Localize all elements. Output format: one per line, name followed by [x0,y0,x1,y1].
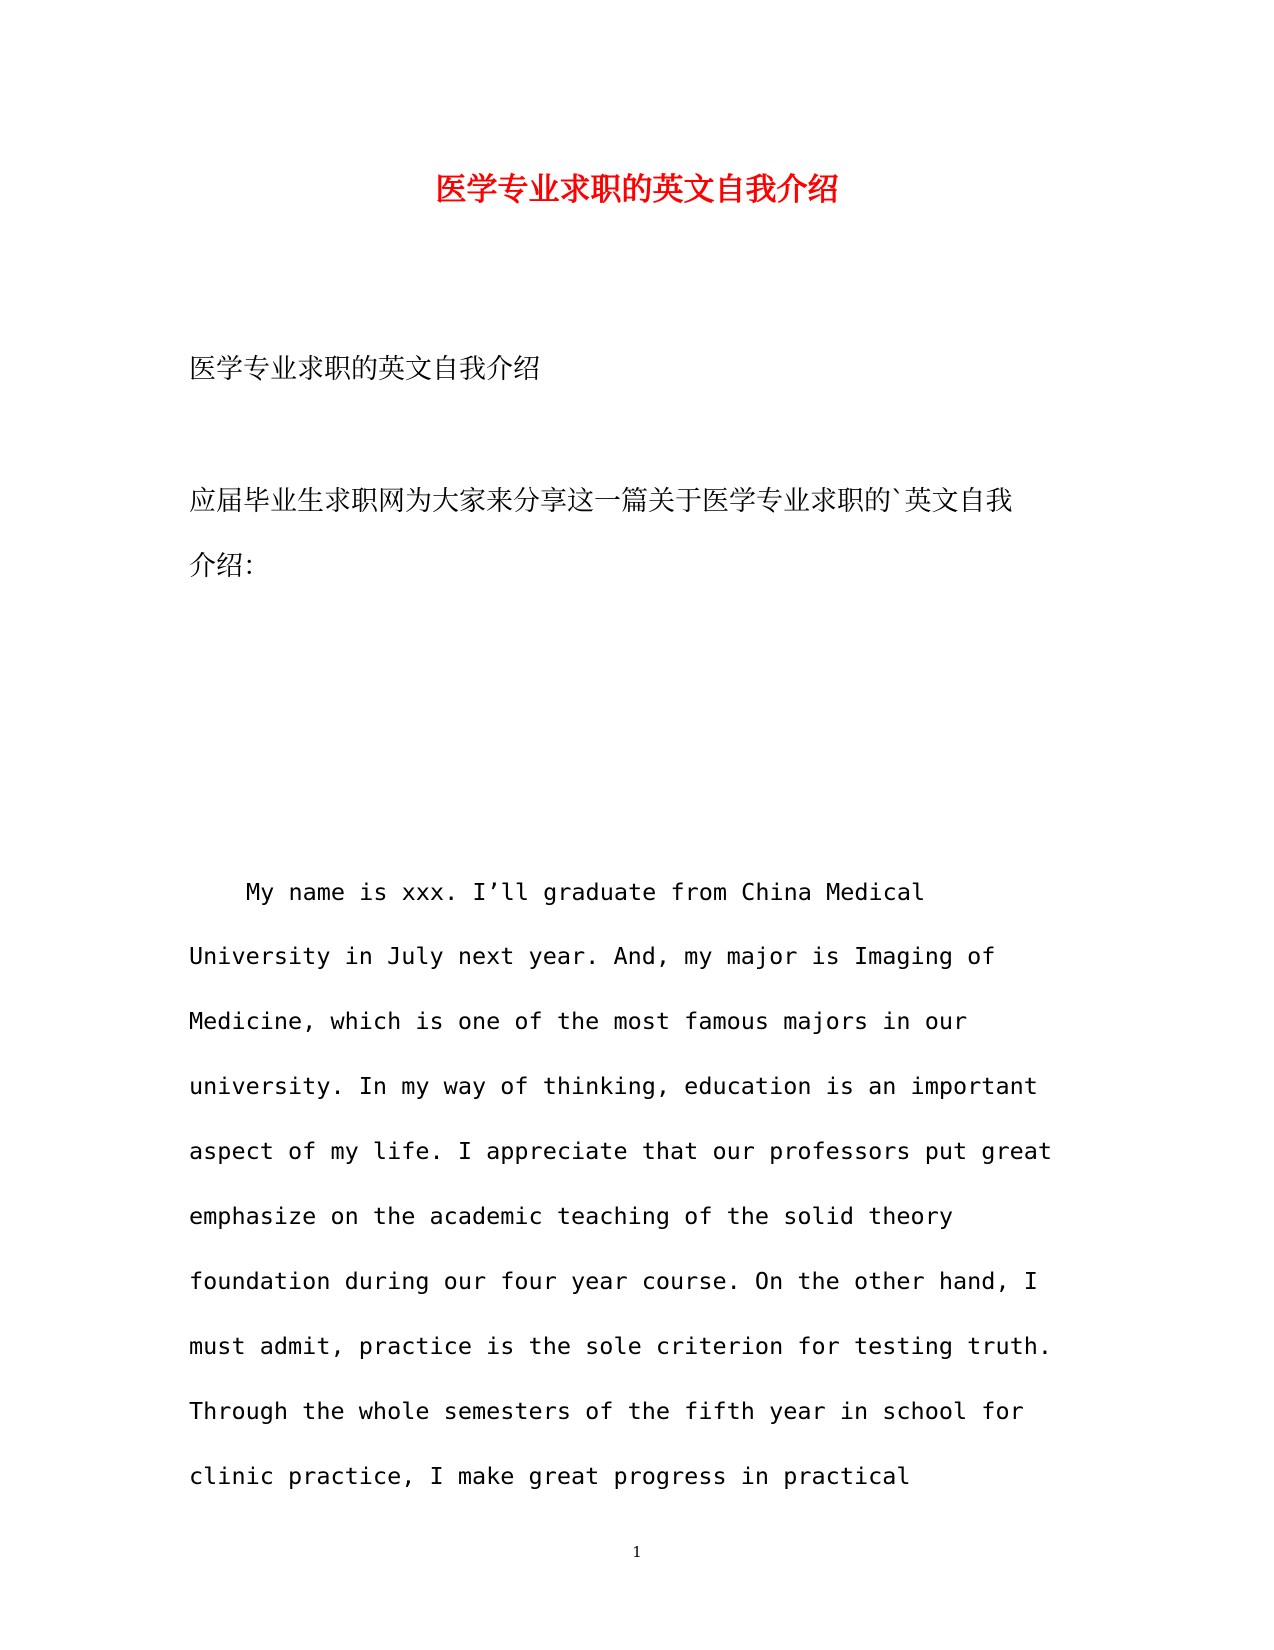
body-line: must admit, practice is the sole criterion for testing truth. [189,1332,1053,1360]
intro-line: 介绍： [189,551,270,582]
page-title: 医学专业求职的英文自我介绍 [435,172,839,208]
intro-line: 应届毕业生求职网为大家来分享这一篇关于医学专业求职的`英文自我 [189,486,1013,517]
body-line: emphasize on the academic teaching of the solid theory [189,1202,954,1230]
body-line: Through the whole semesters of the fifth year in school for [189,1397,1024,1425]
body-line: foundation during our four year course. On the other hand, I [189,1267,1038,1295]
body-line: University in July next year. And, my major is Imaging of [189,942,996,970]
body-line: university. In my way of thinking, education is an important [189,1072,1038,1100]
document-heading: 医学专业求职的英文自我介绍 [189,354,540,385]
body-line: aspect of my life. I appreciate that our professors put great [189,1137,1053,1165]
body-line: clinic practice, I make great progress in practical [189,1462,911,1490]
body-line: Medicine, which is one of the most famous majors in our [189,1007,968,1035]
body-line: My name is xxx. I’ll graduate from China Medical [246,878,926,906]
page-number: 1 [632,1543,642,1561]
